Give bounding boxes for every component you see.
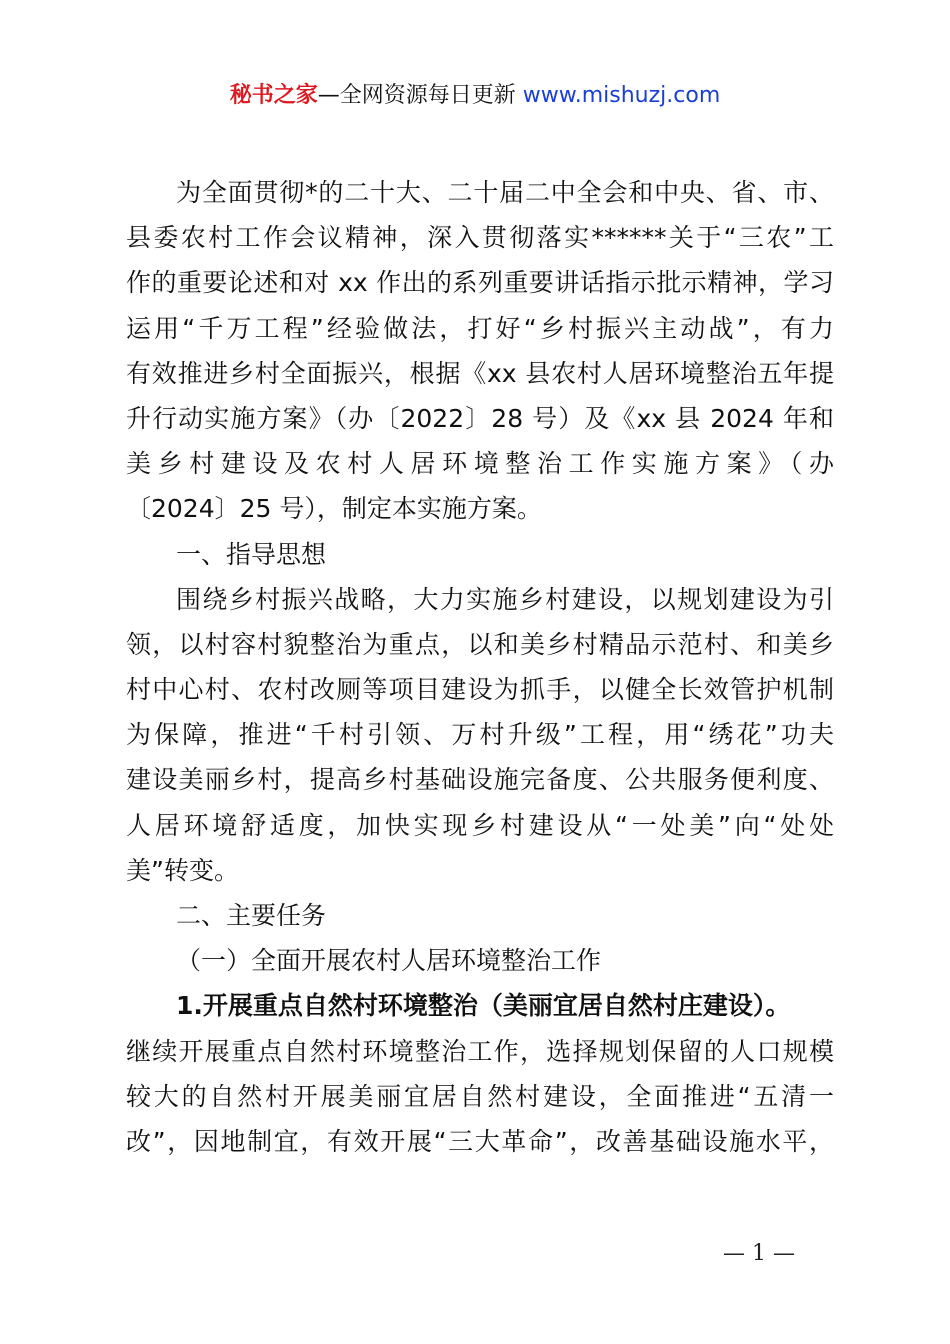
body-line-11: 领，以村容村貌整治为重点，以和美乡村精品示范村、和美乡 (126, 629, 834, 659)
body-line-13: 为保障，推进“千村引领、万村升级”工程，用“绣花”功夫 (126, 720, 834, 750)
body-line-3: 作的重要论述和对 xx 作出的系列重要讲话指示批示精神，学习 (126, 268, 834, 298)
watermark-header (0, 80, 950, 112)
body-line-6: 升行动实施方案》（办〔2022〕28 号）及《xx 县 2024 年和 (126, 403, 834, 433)
header-tagline: 全网资源每日更新 (339, 83, 516, 108)
body-line-21: 较大的自然村开展美丽宜居自然村建设，全面推进“五清一 (126, 1081, 834, 1111)
body-line-5: 有效推进乡村全面振兴，根据《xx 县农村人居环境整治五年提 (126, 358, 834, 388)
body-line-12: 村中心村、农村改厕等项目建设为抓手，以健全长效管护机制 (126, 675, 834, 705)
header-brand: 秘书之家 (229, 83, 318, 108)
item-heading-1: 1.开展重点自然村环境整治（美丽宜居自然村庄建设）。 (176, 991, 791, 1021)
body-line-20: 继续开展重点自然村环境整治工作，选择规划保留的人口规模 (126, 1036, 834, 1066)
subsection-heading-1: （一）全面开展农村人居环境整治工作 (176, 946, 602, 976)
body-line-14: 建设美丽乡村，提高乡村基础设施完备度、公共服务便利度、 (126, 765, 834, 795)
section-heading-guiding-ideology: 一、指导思想 (176, 539, 327, 569)
body-line-15: 人居环境舒适度，加快实现乡村建设从“一处美”向“处处 (126, 810, 834, 840)
header-url-link[interactable]: www.mishuzj.com (522, 83, 721, 108)
body-line-10: 围绕乡村振兴战略，大力实施乡村建设，以规划建设为引 (176, 584, 834, 614)
body-line-7: 美乡村建设及农村人居环境整治工作实施方案》（办 (126, 449, 834, 479)
section-heading-main-tasks: 二、主要任务 (176, 901, 327, 930)
body-line-2: 县委农村工作会议精神，深入贯彻落实******关于“三农”工 (126, 223, 834, 253)
body-line-22: 改”，因地制宜，有效开展“三大革命”，改善基础设施水平， (126, 1126, 834, 1156)
body-line-8: 〔2024〕25 号），制定本实施方案。 (126, 494, 542, 524)
body-line-1: 为全面贯彻*的二十大、二十届二中全会和中央、省、市、 (176, 178, 834, 207)
document-body (126, 170, 834, 1164)
body-line-4: 运用“千万工程”经验做法，打好“乡村振兴主动战”，有力 (126, 313, 834, 343)
header-dash: — (317, 83, 340, 108)
body-line-16: 美”转变。 (126, 855, 239, 885)
page-number: — 1 — (723, 1241, 795, 1266)
